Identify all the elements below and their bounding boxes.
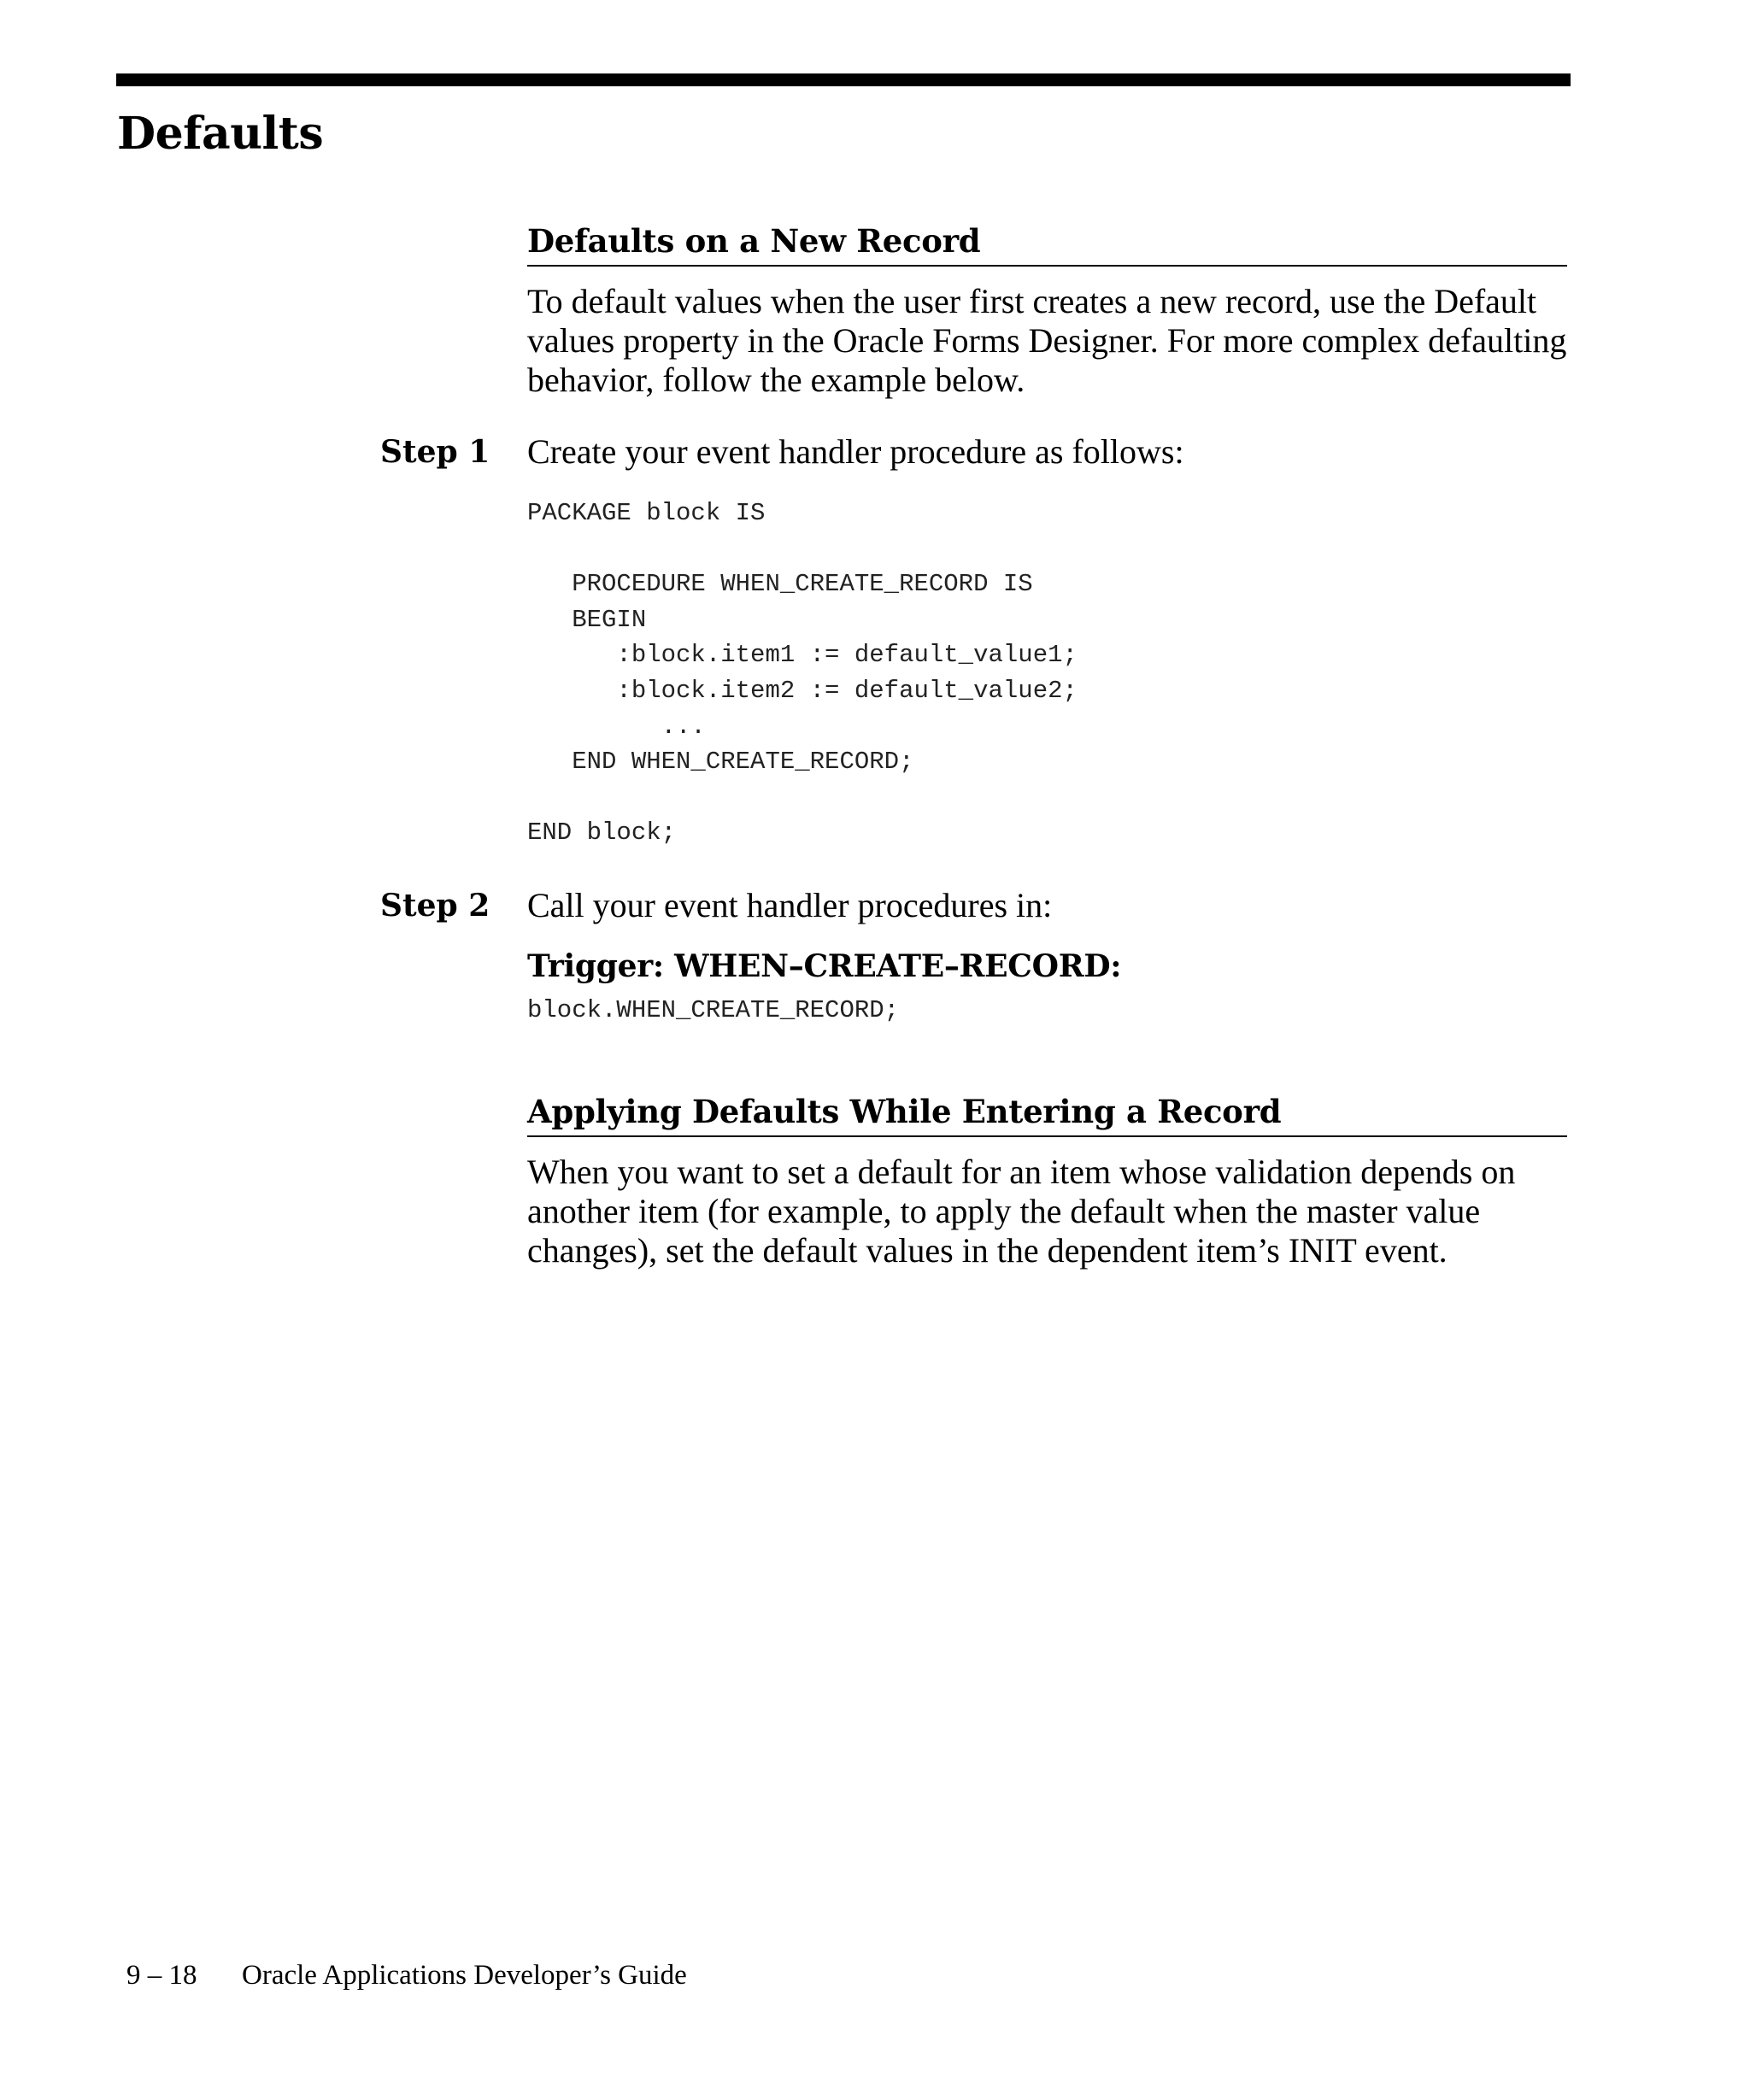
trigger-label: Trigger: WHEN–CREATE–RECORD: [527, 948, 1122, 984]
applying-defaults-paragraph: When you want to set a default for an item whose validation depends on another item (for example, to apply the default when the master value changes), set the default values in the dependent item’s INIT event. [527, 1153, 1516, 1270]
top-rule [116, 73, 1571, 86]
page-title: Defaults [117, 108, 324, 160]
section-heading-applying-defaults: Applying Defaults While Entering a Record [527, 1091, 1567, 1137]
step-2-label: Step 2 [380, 888, 490, 924]
section-heading-new-record: Defaults on a New Record [527, 220, 1567, 267]
step-1-text: Create your event handler procedure as follows: [527, 432, 1184, 471]
intro-paragraph: To default values when the user first creates a new record, use the Default values property in the Oracle Forms Designer. For more complex defaulting behavior, follow the example below. [527, 282, 1567, 399]
step-1-label: Step 1 [380, 434, 490, 470]
step-2-text: Call your event handler procedures in: [527, 886, 1053, 924]
footer-book-title: Oracle Applications Developer’s Guide [242, 1960, 687, 1991]
footer-page-number: 9 – 18 [126, 1960, 197, 1991]
step-1-code-block: PACKAGE block IS PROCEDURE WHEN_CREATE_RECORD IS BEGIN :block.item1 := default_value1; :block.item2 := default_value2; ... END WHEN_CREATE_RECORD; END block; [527, 499, 1078, 848]
trigger-code: block.WHEN_CREATE_RECORD; [527, 996, 900, 1024]
